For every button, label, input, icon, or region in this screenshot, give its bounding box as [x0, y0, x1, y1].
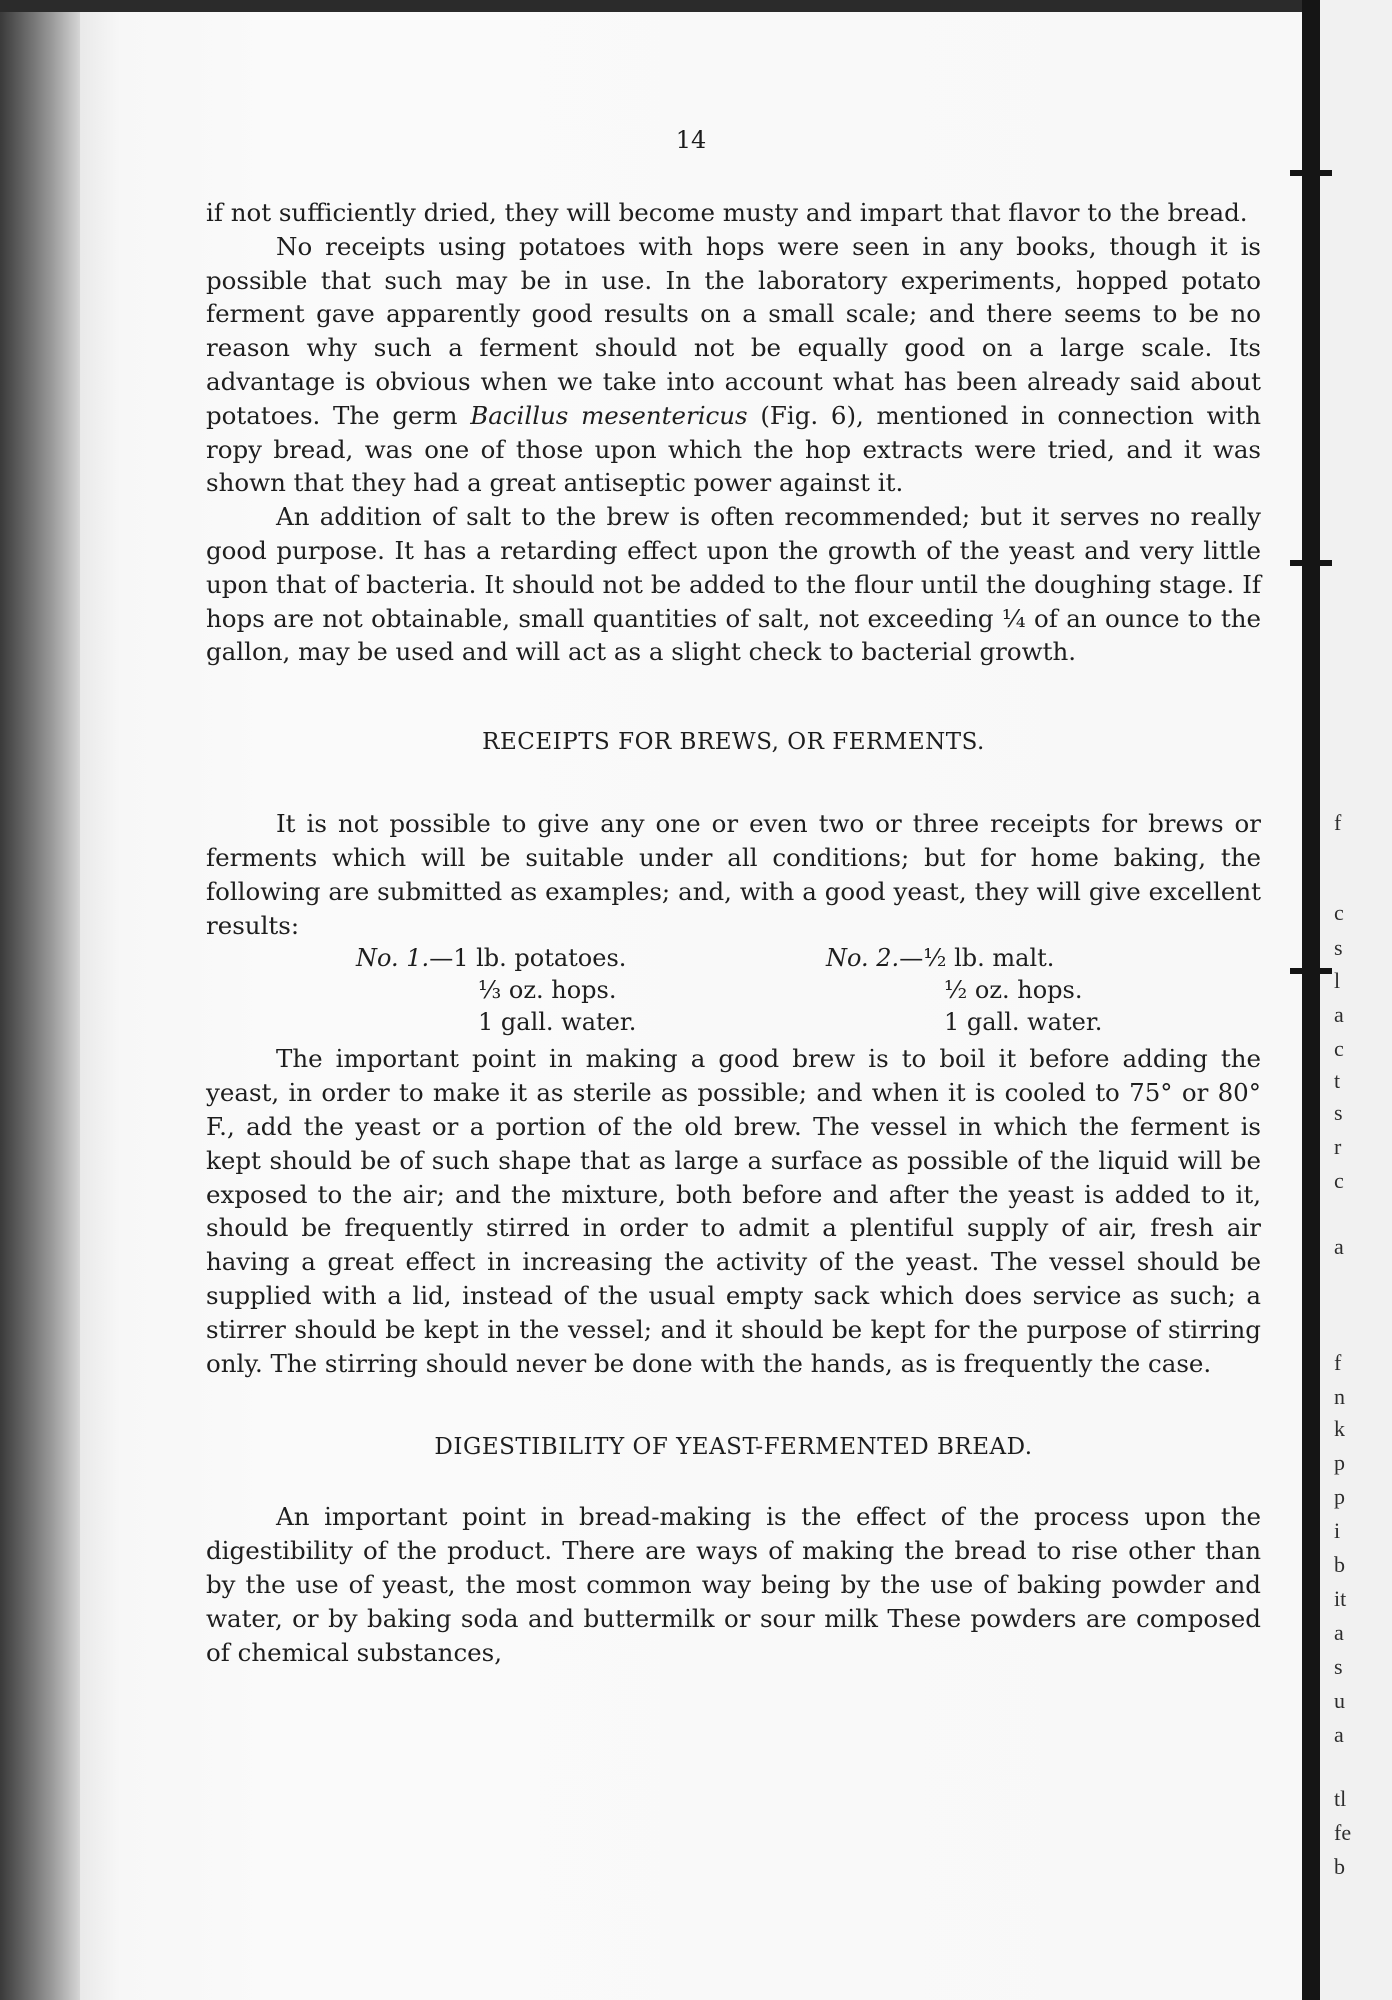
adjacent-page-letter: a	[1334, 1002, 1344, 1027]
adjacent-page-letter: f	[1334, 1350, 1342, 1375]
adjacent-page-letter: f	[1334, 810, 1342, 835]
book-gutter	[1302, 0, 1320, 2000]
recipe-2-line-1: —½ lb. malt.	[899, 944, 1055, 973]
adjacent-page-letter: a	[1334, 1620, 1344, 1645]
book-page	[80, 12, 1302, 2000]
gutter-mark	[1290, 560, 1332, 566]
adjacent-page-letter: n	[1334, 1384, 1345, 1409]
adjacent-page-letter: i	[1334, 1518, 1341, 1543]
recipe-1-line-2: ⅓ oz. hops.	[478, 976, 617, 1005]
adjacent-page-letter: c	[1334, 900, 1344, 925]
gutter-mark	[1290, 968, 1332, 974]
page-number: 14	[675, 126, 707, 154]
paragraph-continuation: if not sufficiently dried, they will become musty and impart that flavor to the bread.	[206, 198, 1248, 227]
paragraph-digestibility: An important point in bread-making is the effect of the process upon the digestibility of the product. There are ways of making the bread to rise other than by the use of yeast, the most common way being by the use of baking powder and water, or by baking soda and buttermilk or sour milk These powders are composed of chemical substances,	[206, 1502, 1261, 1667]
paragraph-hopped-potato	[206, 230, 1261, 500]
adjacent-page-letter: fe	[1334, 1820, 1352, 1845]
top-scan-border	[0, 0, 1392, 12]
adjacent-page-letter: c	[1334, 1036, 1344, 1061]
adjacent-page-letter: l	[1334, 968, 1341, 993]
page-body	[206, 196, 1261, 1669]
recipe-2-line-3: 1 gall. water.	[944, 1008, 1103, 1037]
recipe-1	[356, 942, 636, 1038]
adjacent-page-letter: c	[1334, 1168, 1344, 1193]
species-name: Bacillus mesentericus	[470, 400, 748, 430]
adjacent-page-letter: b	[1334, 1552, 1345, 1577]
paragraph-receipts-intro: It is not possible to give any one or even two or three receipts for brews or ferments which will be suitable under all conditions; but for home baking, the following are submitted as examples; and, with a good yeast, they will give excellent results:	[206, 809, 1261, 940]
recipe-1-label: No. 1.	[356, 944, 430, 973]
book-spine-edge	[0, 0, 80, 2000]
adjacent-page-letter: tl	[1334, 1786, 1347, 1811]
adjacent-page-letter: a	[1334, 1234, 1344, 1259]
adjacent-page-letter: u	[1334, 1688, 1345, 1713]
recipe-1-line-3: 1 gall. water.	[478, 1008, 637, 1037]
adjacent-page-letter: p	[1334, 1484, 1345, 1509]
paragraph-salt: An addition of salt to the brew is often recommended; but it serves no really good purpose. It has a retarding effect upon the growth of the yeast and very little upon that of bacteria. It should not be added to the flour until the doughing stage. If hops are not obtainable, small quantities of salt, not exceeding ¼ of an ounce to the gallon, may be used and will act as a slight check to bacterial growth.	[206, 502, 1261, 667]
adjacent-page-letter: t	[1334, 1068, 1341, 1093]
paragraph-brew-method: The important point in making a good brew is to boil it before adding the yeast, in order to make it as sterile as possible; and when it is cooled to 75° or 80° F., add the yeast or a portion of the old brew. The vessel in which the ferment is kept should be of such shape that as large a surface as possible of the liquid will be exposed to the air; and the mixture, both before and after the yeast is added to it, should be frequently stirred in order to admit a plentiful supply of air, fresh air having a great effect in increasing the activity of the yeast. The vessel should be supplied with a lid, instead of the usual empty sack which does service as such; a stirrer should be kept in the vessel; and it should be kept for the purpose of stirring only. The stirring should never be done with the hands, as is frequently the case.	[206, 1044, 1261, 1378]
adjacent-page-letter: r	[1334, 1134, 1342, 1159]
adjacent-page-edge	[1320, 0, 1392, 2000]
adjacent-page-letter: p	[1334, 1450, 1345, 1475]
gutter-mark	[1290, 170, 1332, 176]
adjacent-page-letter: b	[1334, 1854, 1345, 1879]
recipe-1-line-1: —1 lb. potatoes.	[429, 944, 627, 973]
adjacent-page-letter: s	[1334, 1654, 1343, 1679]
adjacent-page-letter: s	[1334, 1100, 1343, 1125]
adjacent-page-letter: k	[1334, 1416, 1345, 1441]
section-heading-receipts: RECEIPTS FOR BREWS, OR FERMENTS.	[482, 729, 985, 756]
paragraph-text: No receipts using potatoes with hops were seen in any books, though it is possible that such may be in use. In the laboratory experiments, hopped potato ferment gave apparently good results on a small scale; and there seems to be no reason why such a ferment should not be equally good on a large scale. Its advantage is obvious when we take into account what has been already said about potatoes. The germ	[206, 231, 1261, 430]
adjacent-page-letter: s	[1334, 935, 1343, 960]
paragraph-text-rest: (Fig. 6), mentioned in connection with ropy bread, was one of those upon which the hop extracts were tried, and it was shown that they had a great antiseptic power against it.	[206, 400, 1261, 498]
adjacent-page-letter: it	[1334, 1586, 1347, 1611]
recipe-2-label: No. 2.	[826, 944, 900, 973]
recipe-2-line-2: ½ oz. hops.	[944, 976, 1083, 1005]
recipe-list	[206, 942, 1261, 1042]
section-heading-digestibility: DIGESTIBILITY OF YEAST-FERMENTED BREAD.	[434, 1434, 1033, 1461]
recipe-2	[826, 942, 1102, 1038]
adjacent-page-letter: a	[1334, 1722, 1344, 1747]
